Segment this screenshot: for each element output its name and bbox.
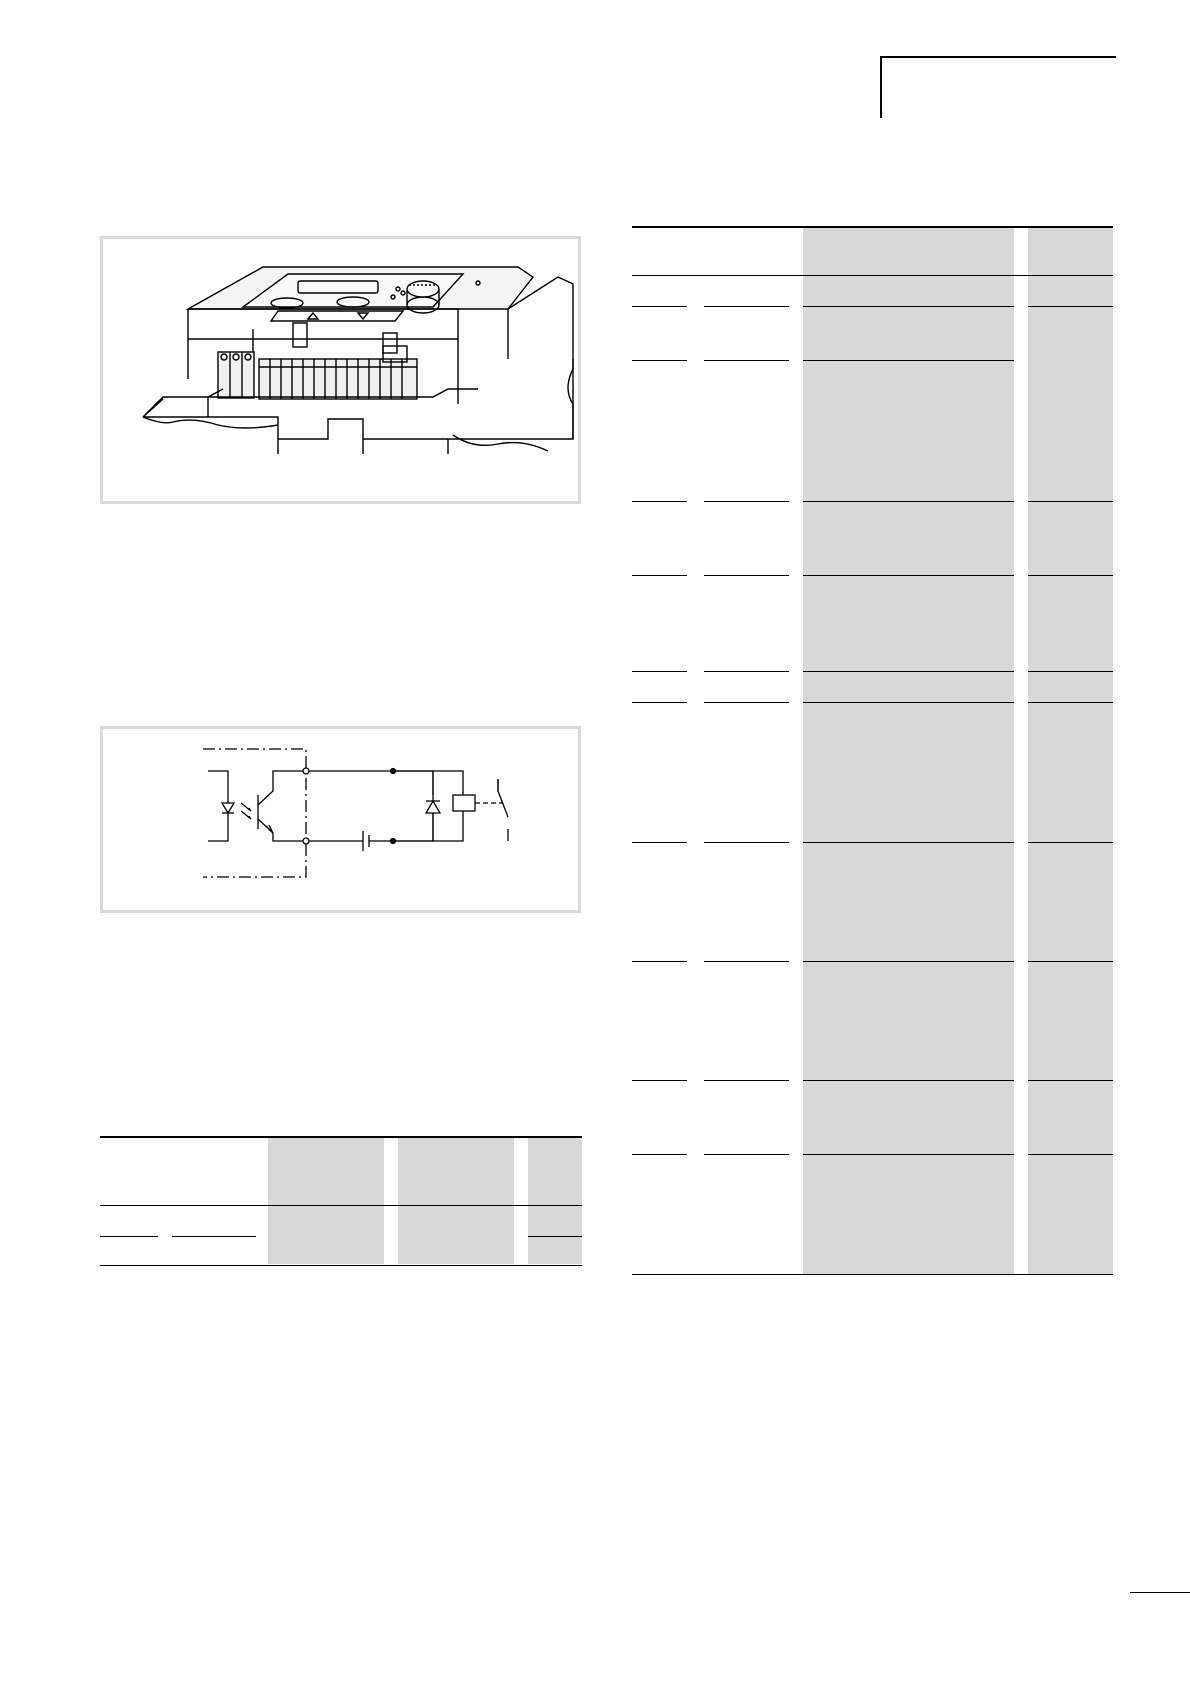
relay-output-circuit-figure (100, 726, 581, 913)
device-terminal-illustration (103, 239, 578, 501)
left-table-col-4 (528, 1138, 582, 1264)
left-table-col-3 (398, 1138, 514, 1264)
terminal-block-figure (100, 236, 581, 504)
right-table-col-desc (803, 228, 1014, 1274)
left-table-col-2 (268, 1138, 384, 1264)
relay-circuit-diagram (103, 729, 578, 910)
right-table-col-value (1028, 228, 1113, 1274)
